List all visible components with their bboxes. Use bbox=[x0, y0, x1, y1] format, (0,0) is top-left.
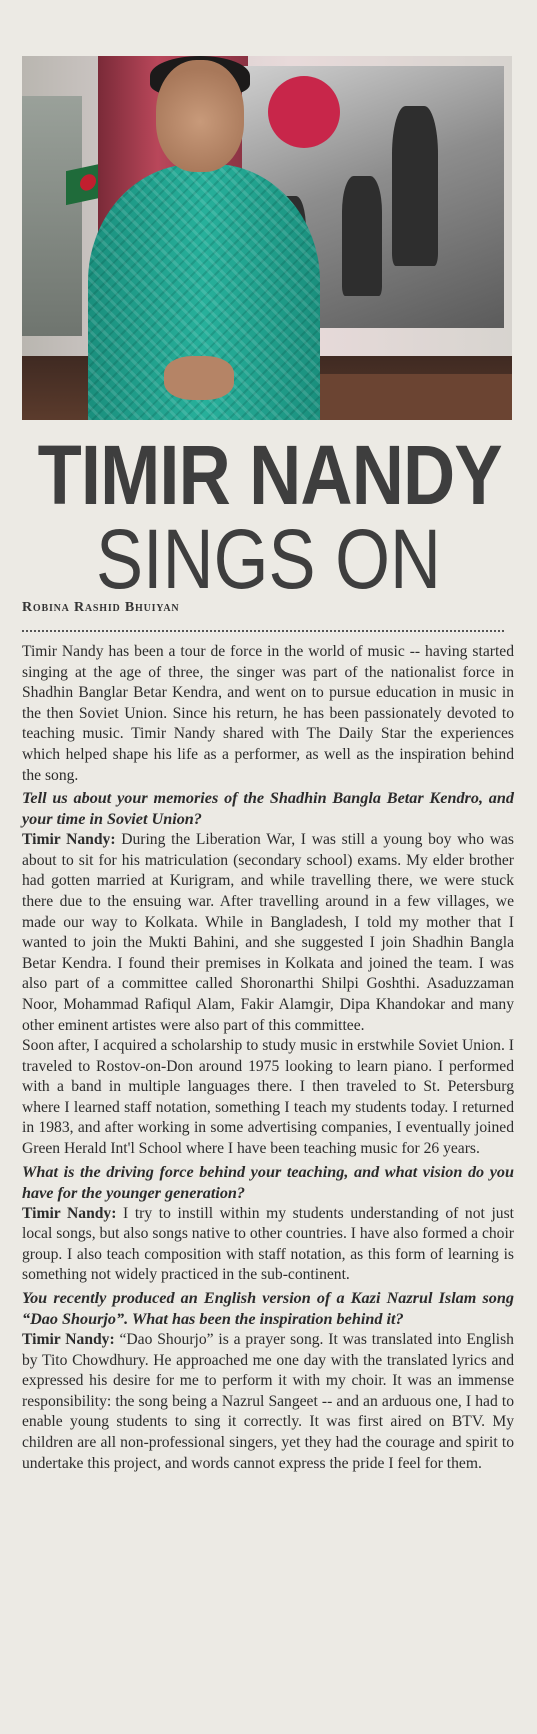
speaker-label: Timir Nandy: bbox=[22, 1331, 115, 1349]
question-1: Tell us about your memories of the Shadhin Bangla Betar Kendro, and your time in Soviet Union? bbox=[22, 789, 514, 829]
answer-2 bbox=[22, 1204, 514, 1286]
byline: Robina Rashid Bhuiyan bbox=[22, 600, 180, 615]
answer-1-continued: Soon after, I acquired a scholarship to study music in erstwhile Soviet Union. I traveled to Rostov-on-Don around 1975 looking to learn piano. I performed with a band in multiple languages there. I then traveled to St. Petersburg where I learned staff notation, something I teach my students today. I returned in 1983, and after working in some advertising companies, I eventually joined Green Herald Int'l School where I have been teaching music for 26 years. bbox=[22, 1037, 514, 1158]
question-2: What is the driving force behind your teaching, and what vision do you have for the younger generation? bbox=[22, 1162, 514, 1202]
question-3: You recently produced an English version of a Kazi Nazrul Islam song “Dao Shourjo”. What has been the inspiration behind it? bbox=[22, 1289, 514, 1329]
dotted-divider bbox=[22, 630, 504, 632]
intro-paragraph: Timir Nandy has been a tour de force in the world of music -- having started singing at the age of three, the singer was part of the nationalist force in Shadhin Banglar Betar Kendra, and went on to pursue education in music in the then Soviet Union. Since his return, he has been passionately devoted to teaching music. Timir Nandy shared with The Daily Star the experiences which helped shape his life as a performer, as well as the inspiration behind the song. bbox=[22, 643, 514, 784]
answer-3-text: “Dao Shourjo” is a prayer song. It was translated into English by Tito Chowdhury. He approached me one day with the translated lyrics and expressed his desire for me to perform it with my choir. It was an immense responsibility: the song being a Nazrul Sangeet -- and an arduous one, I had to enable young students to sing it correctly. It was first aired on BTV. My children are all non-professional singers, yet they had the courage and spirit to undertake this project, and words cannot express the pride I feel for them. bbox=[22, 1331, 514, 1472]
answer-3 bbox=[22, 1330, 514, 1474]
article-body bbox=[22, 642, 514, 1474]
speaker-label: Timir Nandy: bbox=[22, 831, 116, 849]
article-photo bbox=[22, 56, 512, 420]
answer-1-text: During the Liberation War, I was still a young boy who was about to sit for his matriculation (secondary school) exams. My elder brother had gotten married at Kurigram, and while travelling there, we were stuck there due to the ensuing war. After travelling around in a few villages, we made our way to Kolkata. While in Bangladesh, I told my mother that I wanted to join the Mukti Bahini, and she suggested I join Shadhin Bangla Betar Kendra. I found their premises in Kolkata and joined the team. I was also part of a committee called Shoronarthi Shilpi Goshthi. Asaduzzaman Noor, Mohammad Rafiqul Alam, Fakir Alamgir, Dipa Khandokar and many other eminent artistes were also part of this committee. bbox=[22, 831, 514, 1034]
speaker-label: Timir Nandy: bbox=[22, 1204, 117, 1222]
answer-2-text: I try to instill within my students understanding of not just local songs, but also songs native to other countries. I have also formed a choir group. I also teach composition with staff notation, as this form of learning is something not widely practiced in the sub-continent. bbox=[22, 1204, 514, 1284]
answer-1 bbox=[22, 830, 514, 1036]
headline-line-2: SINGS ON bbox=[95, 512, 442, 606]
headline-line-1: TIMIR NANDY bbox=[37, 428, 502, 522]
